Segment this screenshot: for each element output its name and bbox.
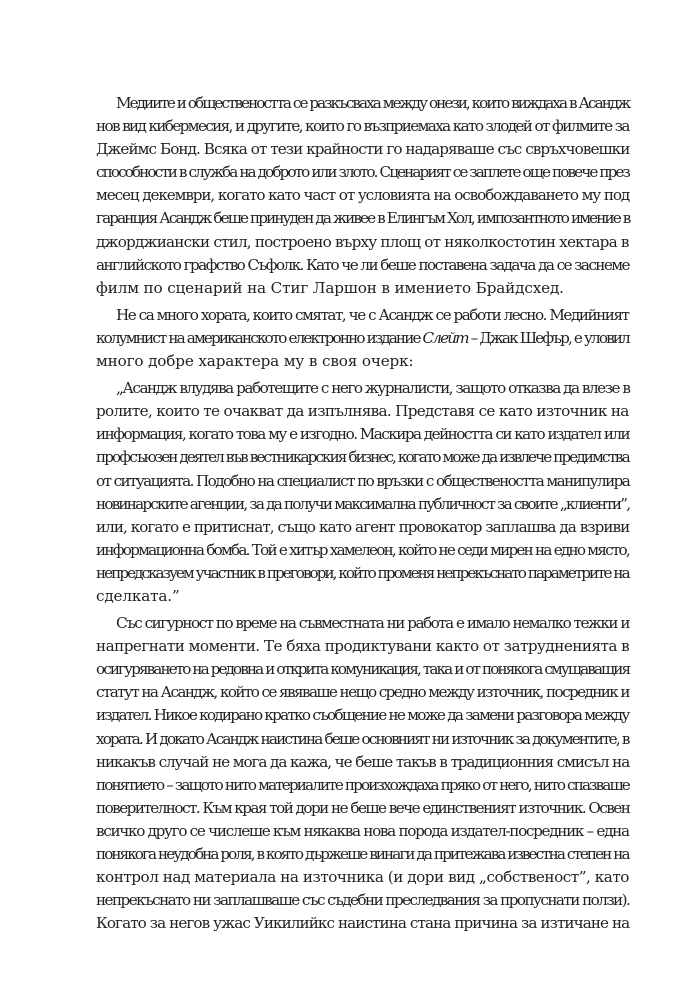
text-line: „Асандж влудява работещите с него журналисти, защото отказва да влезе в	[116, 379, 630, 398]
text-line: джорджиански стил, построено върху площ от няколкостотин хектара в	[96, 232, 629, 251]
text-line	[96, 327, 629, 350]
text-line: Джеймс Бонд. Всяка от тези крайности го надаряваше със свръхчовешки	[96, 140, 630, 159]
text-line: месец декември, когато като част от условията на освобождаването му под	[96, 186, 630, 205]
paragraph-4	[96, 612, 629, 935]
document-page	[96, 92, 629, 935]
text-line: хората. И докато Асандж наистина беше основният ни източник за документите, в	[96, 729, 629, 748]
text-line: понякога неудобна роля, в която държеше винаги да притежава известна степен на	[96, 845, 629, 863]
text-line: напрегнати моменти. Те бяха продиктувани както от затрудненията в	[96, 637, 630, 656]
paragraph-2	[96, 304, 629, 373]
text-line: от ситуацията. Подобно на специалист по връзки с обществеността манипулира	[96, 471, 630, 490]
text-line: Медиите и обществеността се разкъсваха между онези, които виждаха в Асандж	[116, 94, 630, 112]
text-line: Не са много хората, които смятат, че с Асандж се работи лесно. Медийният	[116, 305, 629, 324]
text-line: статут на Асандж, който се явяваше нещо средно между източник, посредник и	[96, 683, 629, 702]
text-line: ролите, които те очакват да изпълнява. Представя се като източник на	[96, 402, 629, 421]
text-line: профсъюзен деятел във вестникарския бизнес, когато може да извлече предимства	[96, 448, 629, 467]
text-line: английското графство Съфолк. Като че ли беше поставена задача да се заснеме	[96, 255, 629, 274]
text-line: или, когато е притиснат, също като агент провокатор заплашва да взриви	[96, 517, 630, 536]
text-line: много добре характера му в своя очерк:	[96, 352, 414, 371]
text-line: никакъв случай не мога да кажа, че беше такъв в традиционния смисъл на	[96, 752, 630, 771]
text-line: непрекъснато ни заплашваше със съдебни преследвания за пропуснати ползи).	[96, 891, 630, 910]
text-line: всичко друго се числеше към някаква нова порода издател-посредник – една	[96, 821, 629, 840]
text-line: сделката.”	[96, 586, 180, 605]
text-line: нов вид кибермесия, и другите, които го възприемаха като злодей от филмите за	[96, 117, 629, 136]
text-line: издател. Никое кодирано кратко съобщение не може да замени разговора между	[96, 706, 629, 725]
text-line: Когато за негов ужас Уикилийкс наистина стана причина за изтичане на	[96, 914, 630, 933]
text-line: способности в служба на доброто или злото. Сценарият се заплете още повече през	[96, 163, 629, 182]
text-segment: колумнист на американското електронно издание	[96, 328, 420, 347]
text-line: гаранция Асандж беше принуден да живее в Елингъм Хол, импозантното имение в	[96, 209, 630, 228]
text-line: Със сигурност по време на съвместната ни работа е имало немалко тежки и	[116, 614, 629, 633]
text-line: новинарските агенции, за да получи максимална публичност за своите „клиенти”,	[96, 494, 630, 513]
text-line: информационна бомба. Той е хитър хамелеон, който не седи мирен на едно място,	[96, 540, 629, 559]
text-line: осигуряването на редовна и открита комуникация, така и от понякога смущаващия	[96, 660, 630, 679]
publication-name: Слейт	[422, 328, 468, 347]
text-line: непредсказуем участник в преговори, който променя непрекъснато параметрите на	[96, 563, 629, 582]
quote-paragraph	[96, 377, 629, 608]
text-line: информация, когато това му е изгодно. Маскира дейността си като издател или	[96, 425, 630, 444]
text-line: филм по сценарий на Стиг Ларшон в имението Брайдсхед.	[96, 278, 564, 297]
text-line: поверителност. Към края той дори не беше вече единственият източник. Освен	[96, 798, 630, 817]
text-line: понятието – защото нито материалите произхождаха пряко от него, нито спазваше	[96, 775, 629, 794]
text-segment: – Джак Шефър, е уловил	[467, 328, 629, 347]
paragraph-1	[96, 92, 629, 300]
text-line: контрол над материала на източника (и дори вид „собственост”, като	[96, 868, 629, 887]
